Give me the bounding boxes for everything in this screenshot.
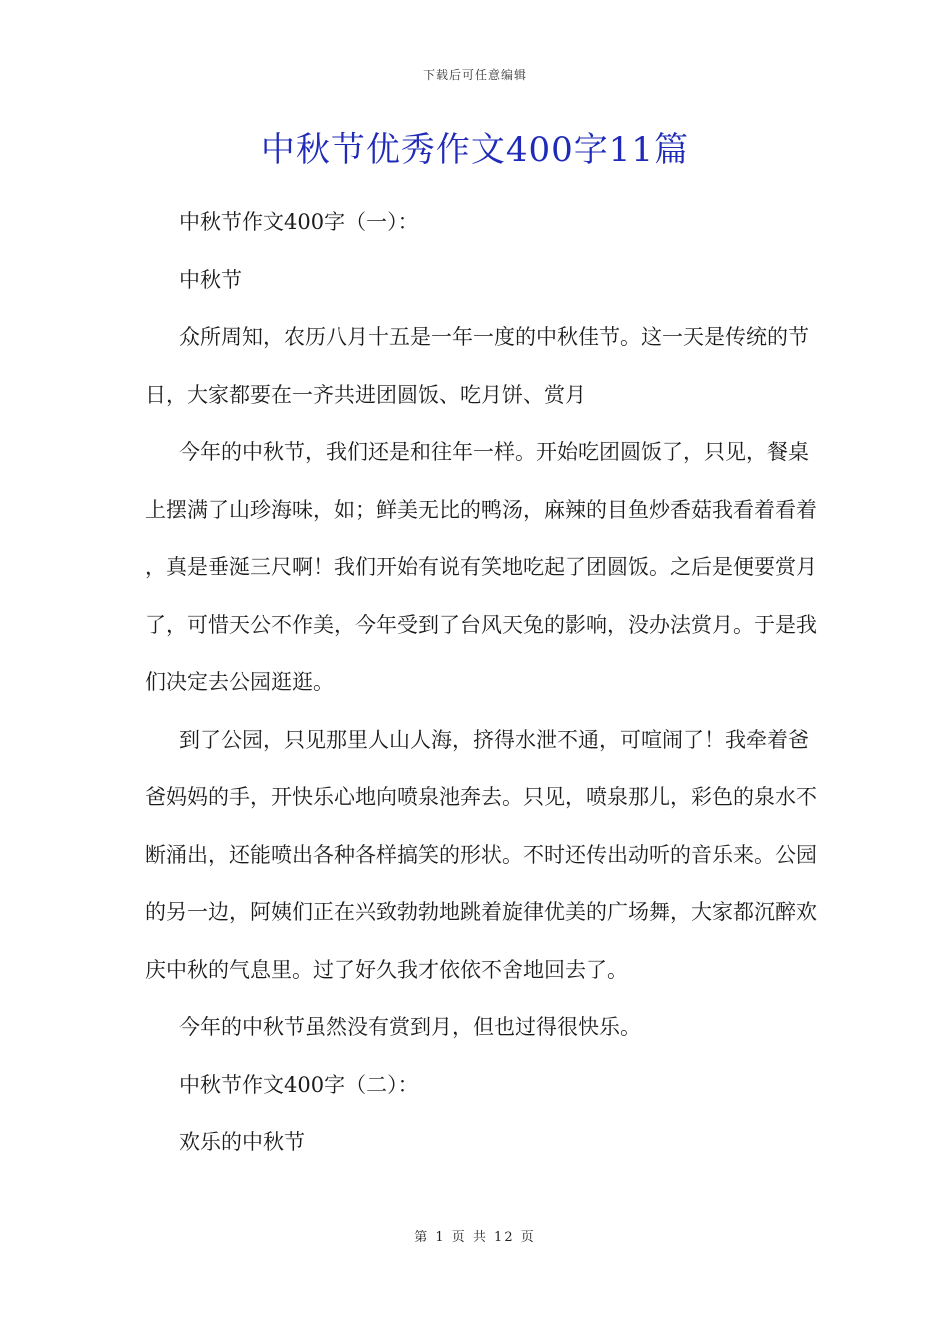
paragraph: 今年的中秋节，我们还是和往年一样。开始吃团圆饭了，只见，餐桌上摆满了山珍海味，如；鲜美无比的鸭汤，麻辣的目鱼炒香菇我看着看着，真是垂涎三尺啊！我们开始有说有笑地吃起了团圆饭。之后是便要赏月了，可惜天公不作美，今年受到了台风天兔的影响，没办法赏月。于是我们决定去公园逛逛。 [145,440,817,694]
paragraph: 今年的中秋节虽然没有赏到月，但也过得很快乐。 [179,1015,641,1039]
essay-title-1: 中秋节 [179,267,242,292]
header-note: 下载后可任意编辑 [422,68,527,82]
section-heading-2: 中秋节作文400字（二）： [179,1072,419,1097]
paragraph: 到了公园，只见那里人山人海，挤得水泄不通，可喧闹了！我牵着爸爸妈妈的手，开快乐心地向喷泉池奔去。只见，喷泉那儿，彩色的泉水不断涌出，还能喷出各种各样搞笑的形状。不时还传出动听的音乐来。公园的另一边，阿姨们正在兴致勃勃地跳着旋律优美的广场舞，大家都沉醉欢庆中秋的气息里。过了好久我才依依不舍地回去了。 [145,727,817,982]
essay-title-2: 欢乐的中秋节 [179,1130,305,1154]
section-heading-1: 中秋节作文400字（一）： [179,210,419,234]
paragraph: 众所周知，农历八月十五是一年一度的中秋佳节。这一天是传统的节日，大家都要在一齐共进团圆饭、吃月饼、赏月 [145,325,809,407]
document-title: 中秋节优秀作文400字11篇 [260,130,690,170]
document-body [145,194,825,1172]
page-number: 第 1 页 共 12 页 [414,1230,536,1245]
